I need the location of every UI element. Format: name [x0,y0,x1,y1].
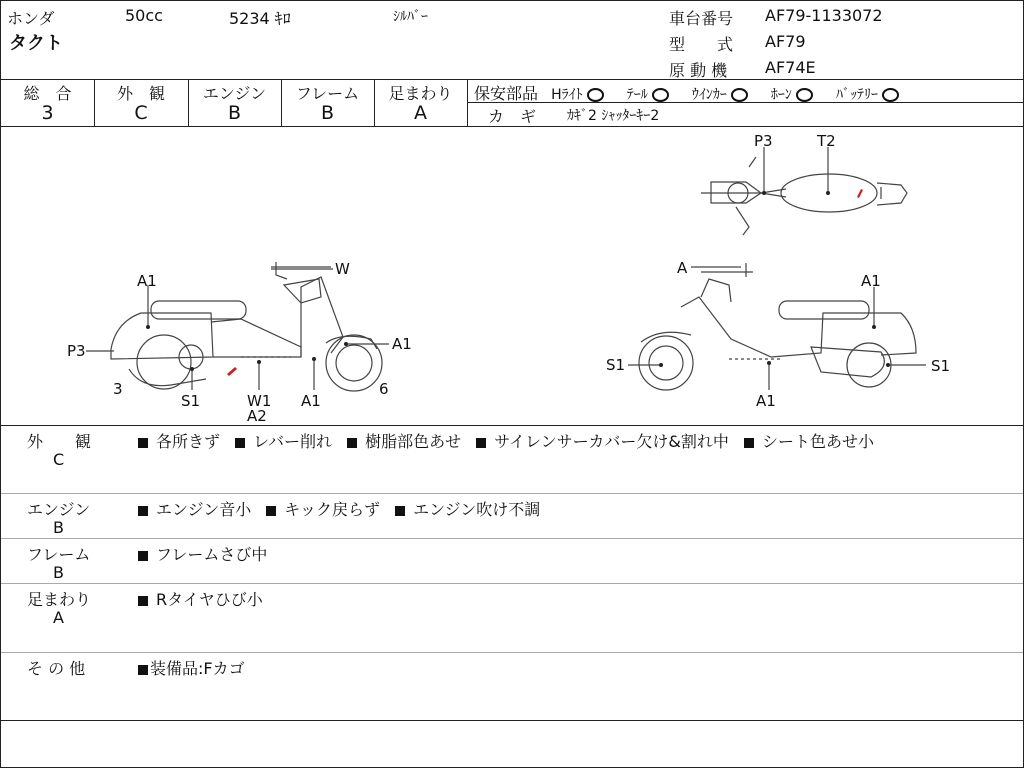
safety-title: 保安部品 [474,84,539,103]
label-left-a1: A1 [137,272,157,290]
label-left-p3: P3 [67,342,86,360]
label-left-w: W [335,260,350,278]
bullet-icon [138,596,148,606]
ok-circle-icon [587,88,604,102]
bullet-icon [347,438,357,448]
grade-frame-value: B [320,102,335,124]
engine-label: 原 動 機 [669,61,728,80]
safety-horn: ﾎｰﾝ [770,87,792,103]
key-label: カ ギ [488,107,537,126]
note-engine-grade: B [53,518,64,537]
label-top-t2: T2 [817,132,836,150]
model-name: タクト [9,33,63,54]
note-item: エンジン音小 [156,500,252,519]
note-item: 各所きず [156,432,221,451]
engine-value: AF74E [765,58,816,77]
label-left-a2: A2 [247,407,267,425]
note-other-label: そ の 他 [27,659,86,678]
grade-engine-value: B [227,102,242,124]
safety-parts [474,81,899,104]
maker: ホンダ [7,9,55,28]
note-frame-grade: B [53,563,64,582]
bullet-icon [476,438,486,448]
grade-suspension-label: 足まわり [388,84,453,103]
note-frame-label: フレーム [27,545,91,564]
note-item: シート色あせ小 [761,432,874,451]
displacement: 50cc [125,6,163,25]
damage-diagram [1,127,1023,425]
label-left-3: 3 [113,380,123,398]
note-suspension-label: 足まわり [27,590,92,609]
label-left-6: 6 [379,380,389,398]
note-item: サイレンサーカバー欠け&割れ中 [494,432,729,451]
note-item: キック戻らず [284,500,380,519]
safety-winker: ｳｲﾝｶｰ [691,87,727,103]
safety-battery: ﾊﾞｯﾃﾘｰ [836,87,879,103]
frame-no: AF79-1133072 [765,6,883,25]
note-exterior-label: 外 観 [27,432,92,451]
label-left-a1b: A1 [392,335,412,353]
mileage: 5234 ｷﾛ [229,9,291,28]
ok-circle-icon [796,88,813,102]
color: ｼﾙﾊﾞｰ [393,9,428,25]
safety-tail: ﾃｰﾙ [626,87,648,103]
bullet-icon [138,665,148,675]
key-value: ｶｷﾞ2 ｼｬｯﾀｰｷｰ2 [567,108,660,124]
grade-total-label: 総 合 [23,84,72,103]
bullet-icon [138,438,148,448]
ok-circle-icon [652,88,669,102]
frame-no-label: 車台番号 [669,9,734,28]
safety-headlight: Hﾗｲﾄ [551,87,583,103]
label-right-s1b: S1 [931,357,951,375]
scooter-top-view [701,157,907,235]
label-left-a1c: A1 [301,392,321,410]
note-item: 樹脂部色あせ [365,432,462,451]
note-item: レバー削れ [253,432,332,451]
bullet-icon [266,506,276,516]
grade-exterior-value: C [134,102,148,124]
note-item: 装備品:Fカゴ [150,659,245,678]
note-exterior-grade: C [53,450,65,469]
bullet-icon [138,551,148,561]
label-left-w1: W1 [247,392,272,410]
note-item: Rタイヤひび小 [156,590,263,609]
note-item: エンジン吹け不調 [413,500,541,519]
label-right-s1a: S1 [606,356,626,374]
ok-circle-icon [882,88,899,102]
grade-frame-label: フレーム [295,84,360,103]
note-suspension-grade: A [53,608,64,627]
ok-circle-icon [731,88,748,102]
bullet-icon [744,438,754,448]
bullet-icon [138,506,148,516]
bullet-icon [235,438,245,448]
label-left-s1: S1 [181,392,201,410]
label-right-a1: A1 [861,272,881,290]
type-label: 型 式 [669,35,734,54]
label-top-p3: P3 [754,132,773,150]
label-right-a: A [677,259,688,277]
type-value: AF79 [765,32,806,51]
grade-exterior-label: 外 観 [116,84,165,103]
note-item: フレームさび中 [156,545,268,564]
grade-engine-label: エンジン [202,84,267,103]
grade-total-value: 3 [41,102,54,124]
bullet-icon [395,506,405,516]
grade-suspension-value: A [414,102,427,124]
label-right-a1b: A1 [756,392,776,410]
note-engine-label: エンジン [27,500,91,519]
